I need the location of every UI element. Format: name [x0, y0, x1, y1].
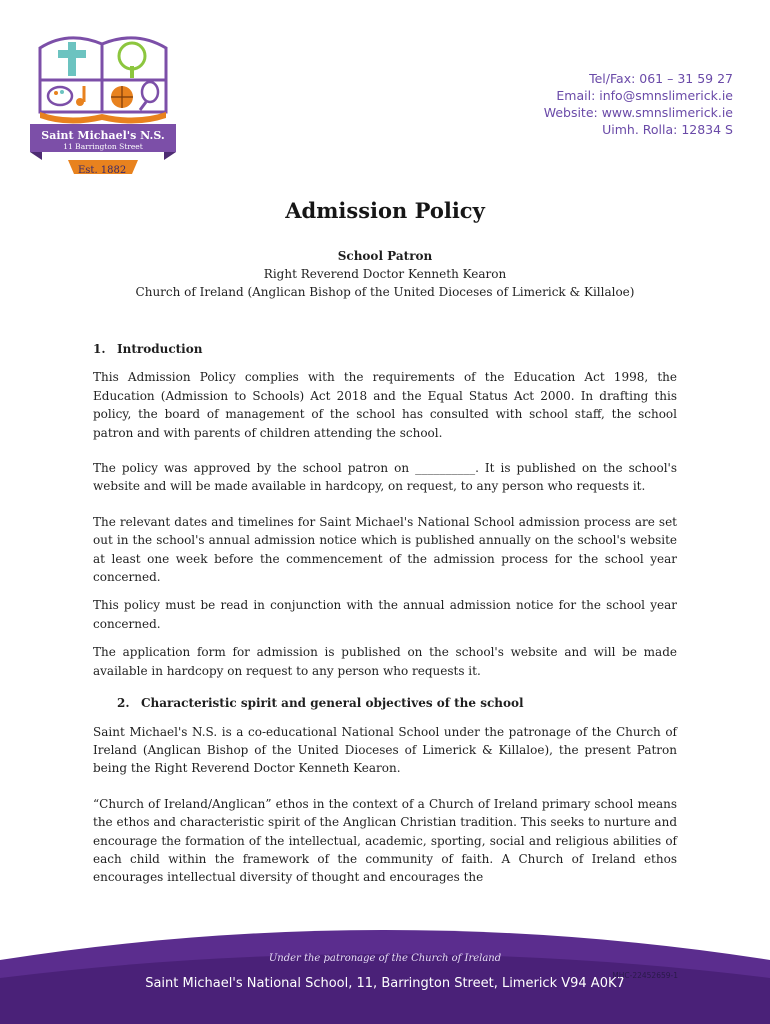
section-1-paragraph: The application form for admission is published on the school's website and will be made available in hardcopy on request to any person who requests it.: [93, 645, 677, 678]
patron-name: Right Reverend Doctor Kenneth Kearon: [263, 267, 507, 281]
section-2-number: 2.: [117, 696, 130, 711]
patron-body: Church of Ireland (Anglican Bishop of the United Dioceses of Limerick & Killaloe): [135, 285, 635, 299]
patron-block: [0, 247, 770, 301]
footer-address: Saint Michael's National School, 11, Barrington Street, Limerick V94 A0K7: [145, 976, 625, 991]
section-1-heading: [93, 340, 677, 358]
patron-heading: School Patron: [337, 249, 433, 263]
logo-school-name: Saint Michael's N.S.: [41, 129, 165, 142]
section-1-paragraph: This policy must be read in conjunction with the annual admission notice for the school year concerned.: [93, 598, 677, 631]
basketball-icon: [111, 86, 133, 108]
contact-tel: Tel/Fax: 061 – 31 59 27: [589, 71, 733, 86]
logo-street: 11 Barrington Street: [63, 142, 143, 151]
logo-est: Est. 1882: [78, 165, 127, 176]
document-id: MHC-22452659-1: [612, 971, 678, 980]
document-body: [93, 340, 677, 897]
section-1-title: Introduction: [117, 342, 203, 356]
section-2-paragraph: Saint Michael's N.S. is a co-educational National School under the patronage of the Church of Ireland (Anglican Bishop of the United Dioceses of Limerick & Killaloe), the present Patron being the Right Reverend Doctor Kenneth Kearon.: [93, 724, 677, 776]
school-logo: [28, 22, 178, 182]
section-1-paragraph: The policy was approved by the school patron on __________. It is published on the school's website and will be made available in hardcopy, on request, to any person who requests it.: [93, 461, 677, 494]
section-1-paragraph: This Admission Policy complies with the requirements of the Education Act 1998, the Education (Admission to Schools) Act 2018 and the Equal Status Act 2000. In drafting this policy, the board of management of the school has consulted with school staff, the school patron and with parents of children attending the school.: [93, 370, 677, 440]
section-1-number: 1.: [93, 342, 106, 356]
contact-email[interactable]: Email: info@smnslimerick.ie: [556, 88, 733, 103]
page-title: Admission Policy: [285, 198, 485, 223]
contact-website[interactable]: Website: www.smnslimerick.ie: [543, 105, 733, 120]
footer-tagline: Under the patronage of the Church of Ireland: [268, 953, 502, 964]
section-2-heading: [117, 694, 677, 712]
section-2-paragraph: “Church of Ireland/Anglican” ethos in the context of a Church of Ireland primary school means the ethos and characteristic spirit of the Anglican Christian tradition. This seeks to nurture and encourage the formation of the intellectual, academic, sporting, social and religious abilities of each child within the framework of the community of faith. A Church of Ireland ethos encourages intellectual diversity of thought and encourages the: [93, 796, 677, 885]
section-2-title: Characteristic spirit and general objectives of the school: [141, 696, 524, 711]
contact-block: [544, 70, 733, 138]
contact-roll: Uimh. Rolla: 12834 S: [602, 122, 733, 137]
section-1-paragraph: The relevant dates and timelines for Saint Michael's National School admission process are set out in the school's annual admission notice which is published annually on the school's website at least one week before the commencement of the admission process for the school year concerned.: [93, 514, 677, 585]
